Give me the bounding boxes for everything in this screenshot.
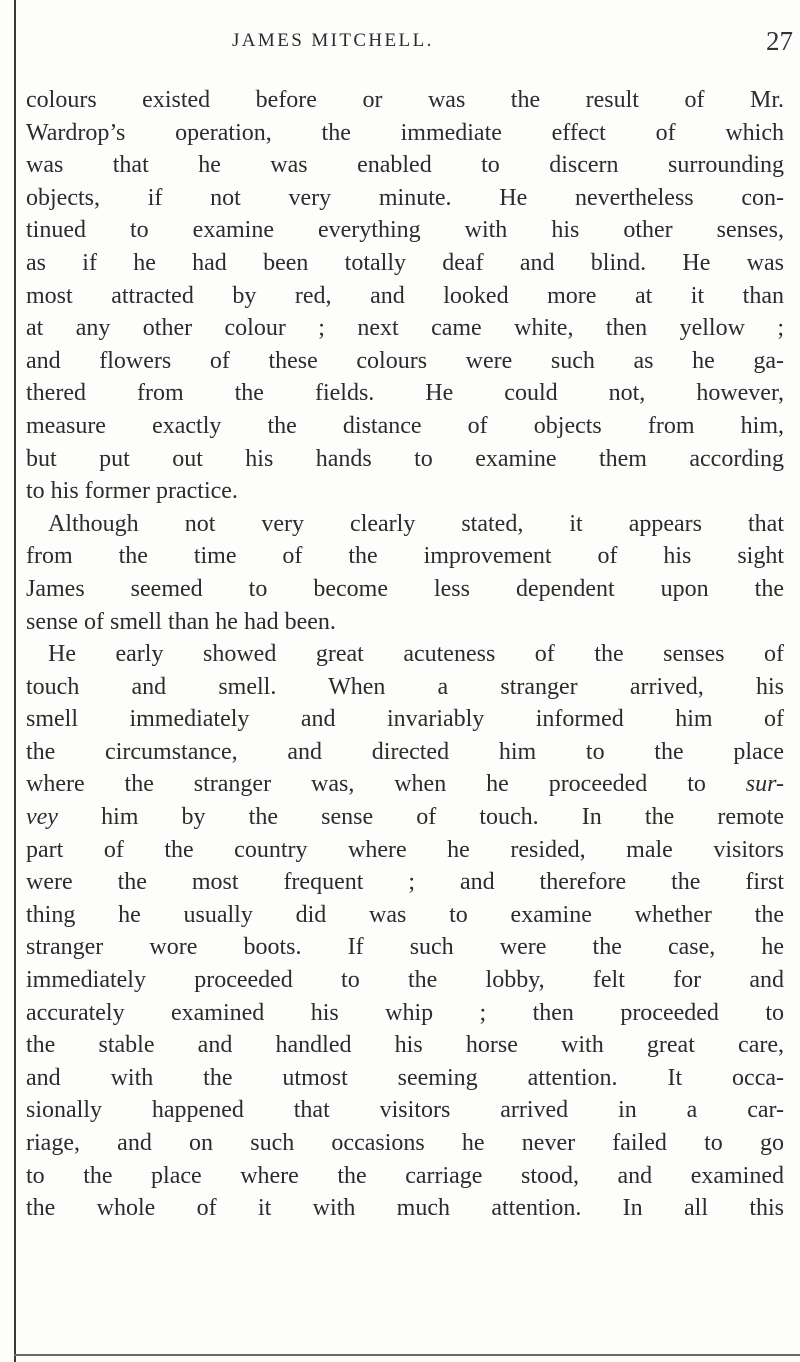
text-line: accurately examined his whip ; then proceeded to <box>26 999 784 1026</box>
text-line: but put out his hands to examine them according <box>26 445 784 472</box>
italic-word: vey <box>26 804 58 831</box>
text-line: colours existed before or was the result of Mr. <box>26 87 784 113</box>
text-line <box>26 768 784 801</box>
text-segment: where the stranger was, when he proceeded to <box>26 771 706 798</box>
text-line <box>26 801 784 834</box>
paragraph-start-line: Although not very clearly stated, it appears that <box>48 510 784 537</box>
text-line: tinued to examine everything with his other senses, <box>26 217 784 244</box>
paragraph-start-line: He early showed great acuteness of the senses of <box>48 641 784 668</box>
text-line: was that he was enabled to discern surrounding <box>26 152 784 179</box>
text-line: the stable and handled his horse with great care, <box>26 1032 784 1059</box>
text-line: and with the utmost seeming attention. It occa- <box>26 1064 784 1091</box>
page-edge-bottom <box>14 1354 800 1356</box>
text-line: the whole of it with much attention. In all this <box>26 1195 784 1222</box>
page-edge-left <box>14 0 16 1362</box>
italic-word: sur- <box>745 771 784 798</box>
page-number: 27 <box>766 26 793 56</box>
text-line: thing he usually did was to examine whether the <box>26 901 784 928</box>
text-line: thered from the fields. He could not, however, <box>26 380 784 407</box>
text-line: objects, if not very minute. He nevertheless con- <box>26 184 784 211</box>
running-title: JAMES MITCHELL. <box>232 30 434 51</box>
text-line: James seemed to become less dependent upon the <box>26 575 784 602</box>
text-line: measure exactly the distance of objects from him, <box>26 412 784 439</box>
text-line: part of the country where he resided, male visitors <box>26 836 784 863</box>
text-line: riage, and on such occasions he never failed to go <box>26 1130 784 1156</box>
text-line: to the place where the carriage stood, and examined <box>26 1162 784 1189</box>
text-line: Wardrop’s operation, the immediate effect of which <box>26 119 784 146</box>
text-line: smell immediately and invariably informed him of <box>26 706 784 733</box>
text-line: stranger wore boots. If such were the case, he <box>26 934 784 961</box>
text-line: were the most frequent ; and therefore the first <box>26 869 784 896</box>
text-segment: him by the sense of touch. In the remote <box>101 804 784 831</box>
text-line: the circumstance, and directed him to the place <box>26 738 784 765</box>
text-line: most attracted by red, and looked more at it than <box>26 282 784 309</box>
text-line: from the time of the improvement of his sight <box>26 543 784 570</box>
text-line: as if he had been totally deaf and blind. He was <box>26 249 784 276</box>
text-line: touch and smell. When a stranger arrived, his <box>26 673 784 700</box>
text-line: sense of smell than he had been. <box>26 608 336 635</box>
text-line: immediately proceeded to the lobby, felt for and <box>26 967 784 994</box>
body-text <box>26 84 784 1225</box>
text-line: to his former practice. <box>26 478 238 505</box>
text-line: at any other colour ; next came white, then yellow ; <box>26 315 784 342</box>
text-line: and flowers of these colours were such as he ga- <box>26 347 784 374</box>
running-header <box>0 26 800 62</box>
text-line: sionally happened that visitors arrived in a car- <box>26 1097 784 1124</box>
